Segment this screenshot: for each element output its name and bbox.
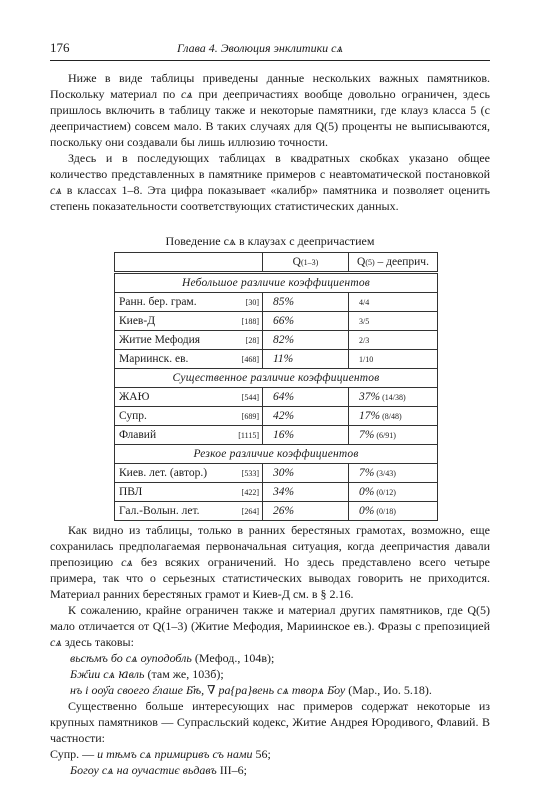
q13-value: 85% [263,293,349,312]
q5-value: 37% (14/38) [349,388,438,407]
text-run: Богоу сѧ на оучастиє вьдавъ [70,763,217,777]
table-row [115,426,438,445]
q5-value: 2/3 [349,331,438,350]
text-run: сѧ [50,635,62,649]
header-q5: Q(5) – дееприч. [349,253,438,273]
text-run: вьсѣмъ бо сѧ оуподобль [70,651,192,665]
table-row [115,312,438,331]
monument-name: Киев. лет. (автор.) [115,464,233,483]
text-run: при деепричастиях вообще довольно ограничен, здесь пришлось включить в таблицу также и некоторые памятники, где клауз класса 5 (с деепричастием) совсем мало. В таких случаях для Q(5) проценты не выписываются, поскольку они создавали бы лишь иллюзию точности. [50,87,490,149]
example-line [50,666,490,682]
table-caption: Поведение сѧ в клаузах с деепричастием [165,234,375,248]
header-rule [50,60,490,61]
q13-value: 11% [263,350,349,369]
q13-value: 42% [263,407,349,426]
monument-name: Киев-Д [115,312,233,331]
paragraph [50,150,490,214]
example-line [50,762,490,778]
q5-value: 0% (0/12) [349,483,438,502]
table-row [115,388,438,407]
example-count: [533] [233,464,263,483]
group-title: Небольшое различие коэффициентов [115,273,438,293]
monument-name: Житие Мефодия [115,331,233,350]
after-text [50,522,490,778]
text-run: ∇ [204,683,219,697]
example-count: [468] [233,350,263,369]
header-empty-cell [115,253,263,273]
table-row [115,350,438,369]
monument-name: Гал.-Волын. лет. [115,502,233,521]
table-row [115,407,438,426]
table-group-row [115,369,438,388]
text-run: 56; [252,747,271,761]
text-run: К сожалению, крайне ограничен также и материал других памятников, где Q(5) мало отличается от Q(1–3) (Житие Мефодия, Мариинское ев.). Фразы с препозицией [50,603,490,633]
q5-value: 0% (0/18) [349,502,438,521]
text-run: III–6; [216,763,248,777]
text-run: Как видно из таблицы, только в ранних берестяных грамотах, возможно, еще сохранилась предполагаемая первоначальная ситуация, когда деепричастия давали препозицию [50,523,490,569]
q5-value: 3/5 [349,312,438,331]
text-run: (Мар., Ио. 5.18). [345,683,432,697]
table-row [115,502,438,521]
q13-value: 66% [263,312,349,331]
running-title: Глава 4. Эволюция энклитики сѧ [177,41,344,55]
example-count: [28] [233,331,263,350]
monument-name: Супр. [115,407,233,426]
examples-list [50,650,490,698]
table-row [115,483,438,502]
text-run: без всяких ограничений. Но здесь представлено всего четыре примера, так что о серьезных статистических выводах говорить не приходится. Материал ранних берестяных грамот и Киев-Д см. в § 2.16. [50,555,490,601]
q13-value: 82% [263,331,349,350]
paragraph [50,602,490,650]
example-line [50,746,490,762]
text-run: сѧ [180,87,193,101]
q5-value: 7% (6/91) [349,426,438,445]
text-run: и тѣмъ сѧ примиривъ съ нами [97,747,253,761]
q13-value: 34% [263,483,349,502]
table-row [115,293,438,312]
monument-name: Ранн. бер. грам. [115,293,233,312]
example-count: [30] [233,293,263,312]
text-run: в классах 1–8. Эта цифра показывает «калибр» памятника и позволяет оценить степень показательности соответствующих статистических данных. [50,183,490,213]
q5-value: 4/4 [349,293,438,312]
text-run: нъ і оѹ҃а своего г҃лаше Б҃ѣ, [70,683,205,697]
example-count: [188] [233,312,263,331]
example-count: [689] [233,407,263,426]
group-title: Резкое различие коэффициентов [115,445,438,464]
intro-text [50,70,490,214]
text-run: Бж҃ии сѧ ꙗвль [70,667,145,681]
table-row [115,464,438,483]
example-line [50,682,490,698]
q5-value: 1/10 [349,350,438,369]
page-number: 176 [50,40,70,55]
monument-name: ЖАЮ [115,388,233,407]
paragraph [50,522,490,602]
text-run: Ниже в виде таблицы приведены данные нескольких важных памятников. Поскольку материал по [50,71,490,101]
group-title: Существенное различие коэффициентов [115,369,438,388]
text-run: Существенно больше интересующих нас примеров содержат некоторые из крупных памятников — Супрасльский кодекс, Житие Андрея Юродивого, Флавий. В частности: [50,699,490,745]
text-run: сѧ [121,555,133,569]
text-run: сѧ [50,183,62,197]
text-run: (там же, 103б); [144,667,224,681]
data-table [114,252,438,521]
table-group-row [115,273,438,293]
table-row [115,331,438,350]
paragraph [50,698,490,746]
examples-list [50,746,490,778]
q5-value: 7% (3/43) [349,464,438,483]
text-run: Здесь и в последующих таблицах в квадратных скобках указано общее количество представленных в памятнике примеров с неавтоматической постановкой [50,151,490,181]
example-line [50,650,490,666]
monument-name: ПВЛ [115,483,233,502]
monument-name: Флавий [115,426,233,445]
header-q13: Q(1–3) [263,253,349,273]
text-run: ра{ра}вень сѧ творѧ Б҃оу [218,683,346,697]
example-count: [264] [233,502,263,521]
table-body [115,273,438,521]
q13-value: 16% [263,426,349,445]
q5-value: 17% (8/48) [349,407,438,426]
monument-name: Мариинск. ев. [115,350,233,369]
example-count: [544] [233,388,263,407]
table-header-row [115,253,438,273]
q13-value: 30% [263,464,349,483]
text-run: Супр. — [50,747,98,761]
q13-value: 64% [263,388,349,407]
q13-value: 26% [263,502,349,521]
example-count: [1115] [233,426,263,445]
page-header [50,40,490,58]
paragraph [50,70,490,150]
example-count: [422] [233,483,263,502]
text-run: (Мефод., 104в); [191,651,275,665]
text-run: здесь таковы: [61,635,134,649]
table-group-row [115,445,438,464]
